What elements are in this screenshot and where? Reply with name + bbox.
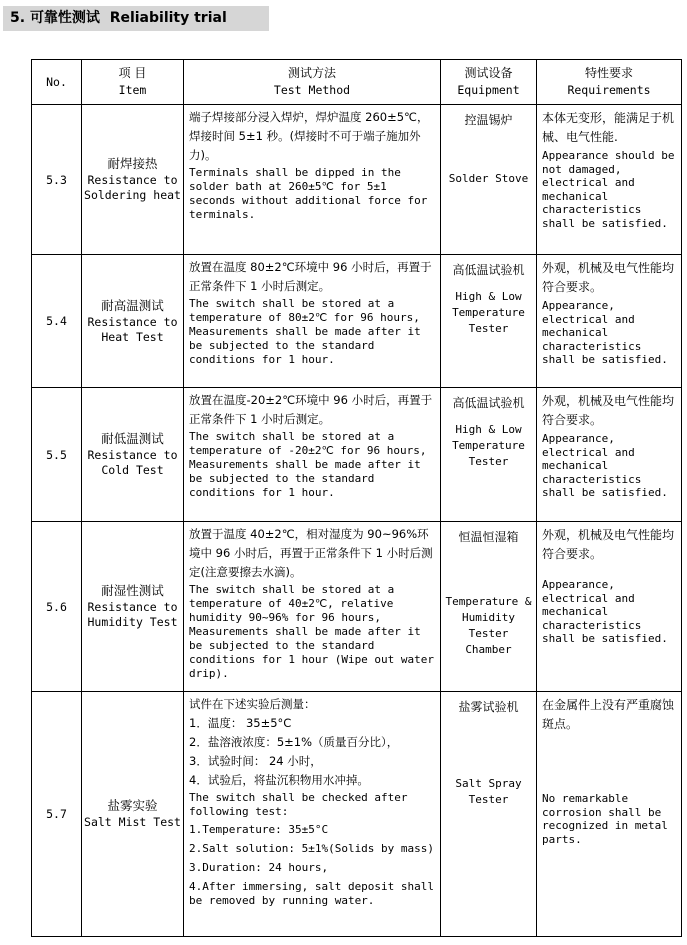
row-requirements: 外观，机械及电气性能均符合要求。 Appearance, electrical and mechanical characteristics shall be satisfied.	[537, 255, 682, 388]
header-equipment: 测试设备 Equipment	[441, 60, 537, 105]
row-method: 放置在温度-20±2℃环境中 96 小时后，再置于正常条件下 1 小时后测定。 The switch shall be stored at a temperature of -20±2℃ for 96 hours, Measurements shall be made after it be subjected to the standard conditions for 1 hour.	[184, 388, 441, 522]
table-row	[32, 105, 682, 255]
method-step-zh: 4．试验后，将盐沉积物用水冲掉。	[189, 773, 369, 787]
row-item: 耐低温测试 Resistance to Cold Test	[82, 388, 184, 522]
method-step-zh: 1．温度： 35±5°C	[189, 716, 292, 730]
table-header-row	[32, 60, 682, 105]
row-item: 盐雾实验 Salt Mist Test	[82, 692, 184, 937]
method-step-zh: 3．试验时间： 24 小时，	[189, 754, 322, 768]
method-step-en: 4.After immersing, salt deposit shall be removed by running water.	[189, 880, 435, 907]
row-method	[184, 692, 441, 937]
method-step-zh: 2．盐溶液浓度：5±1%（质量百分比），	[189, 735, 399, 749]
row-equipment: 恒温恒湿箱 Temperature & Humidity Tester Chamber	[441, 522, 537, 692]
row-requirements: 外观，机械及电气性能均符合要求。 Appearance, electrical and mechanical characteristics shall be satisfied.	[537, 388, 682, 522]
table-row	[32, 388, 682, 522]
table-row	[32, 692, 682, 937]
reliability-table	[31, 59, 682, 937]
method-step-en: 2.Salt solution: 5±1%(Solids by mass)	[189, 842, 435, 855]
section-title-en: Reliability trial	[109, 10, 227, 26]
row-number: 5.3	[32, 105, 82, 255]
method-step-en: 1.Temperature: 35±5°C	[189, 823, 329, 836]
header-requirements: 特性要求 Requirements	[537, 60, 682, 105]
row-item: 耐湿性测试 Resistance to Humidity Test	[82, 522, 184, 692]
section-title-zh: 可靠性测试	[29, 10, 100, 26]
section-number: 5.	[10, 10, 26, 26]
row-equipment: 盐雾试验机 Salt Spray Tester	[441, 692, 537, 937]
row-item: 耐高温测试 Resistance to Heat Test	[82, 255, 184, 388]
row-requirements: 外观，机械及电气性能均符合要求。 Appearance, electrical and mechanical characteristics shall be satisfied.	[537, 522, 682, 692]
row-requirements: 在金属件上没有严重腐蚀斑点。 No remarkable corrosion shall be recognized in metal parts.	[537, 692, 682, 937]
row-equipment: 控温锡炉 Solder Stove	[441, 105, 537, 255]
row-method: 端子焊接部分浸入焊炉，焊炉温度 260±5℃，焊接时间 5±1 秒。(焊接时不可于端子施加外力)。 Terminals shall be dipped in the solder bath at 260±5℃ for 5±1 seconds without additional force for terminals.	[184, 105, 441, 255]
row-number: 5.7	[32, 692, 82, 937]
section-heading	[3, 6, 269, 31]
row-number: 5.5	[32, 388, 82, 522]
method-intro-zh: 试件在下述实验后测量：	[189, 697, 316, 711]
table-row	[32, 255, 682, 388]
row-number: 5.6	[32, 522, 82, 692]
row-equipment: 高低温试验机 High & Low Temperature Tester	[441, 255, 537, 388]
row-method: 放置在温度 80±2℃环境中 96 小时后，再置于正常条件下 1 小时后测定。 The switch shall be stored at a temperature of 80±2℃ for 96 hours, Measurements shall be made after it be subjected to the standard conditions for 1 hour.	[184, 255, 441, 388]
row-method: 放置于温度 40±2℃，相对湿度为 90~96%环境中 96 小时后，再置于正常条件下 1 小时后测定(注意要擦去水滴)。 The switch shall be stored at a temperature of 40±2℃, relative humidity 90~96% for 96 hours, Measurements shall be made after it be subjected to the standard conditions for 1 hour (Wipe out water drip).	[184, 522, 441, 692]
row-requirements: 本体无变形，能满足于机械、电气性能. Appearance should be not damaged, electrical and mechanical characteristics shall be satisfied.	[537, 105, 682, 255]
row-equipment: 高低温试验机 High & Low Temperature Tester	[441, 388, 537, 522]
header-item: 项 目 Item	[82, 60, 184, 105]
method-intro-en: The switch shall be checked after following test:	[189, 791, 408, 818]
row-number: 5.4	[32, 255, 82, 388]
header-method: 测试方法 Test Method	[184, 60, 441, 105]
row-item: 耐焊接热 Resistance to Soldering heat	[82, 105, 184, 255]
table-row	[32, 522, 682, 692]
header-no: No.	[32, 60, 82, 105]
method-step-en: 3.Duration: 24 hours,	[189, 861, 329, 874]
